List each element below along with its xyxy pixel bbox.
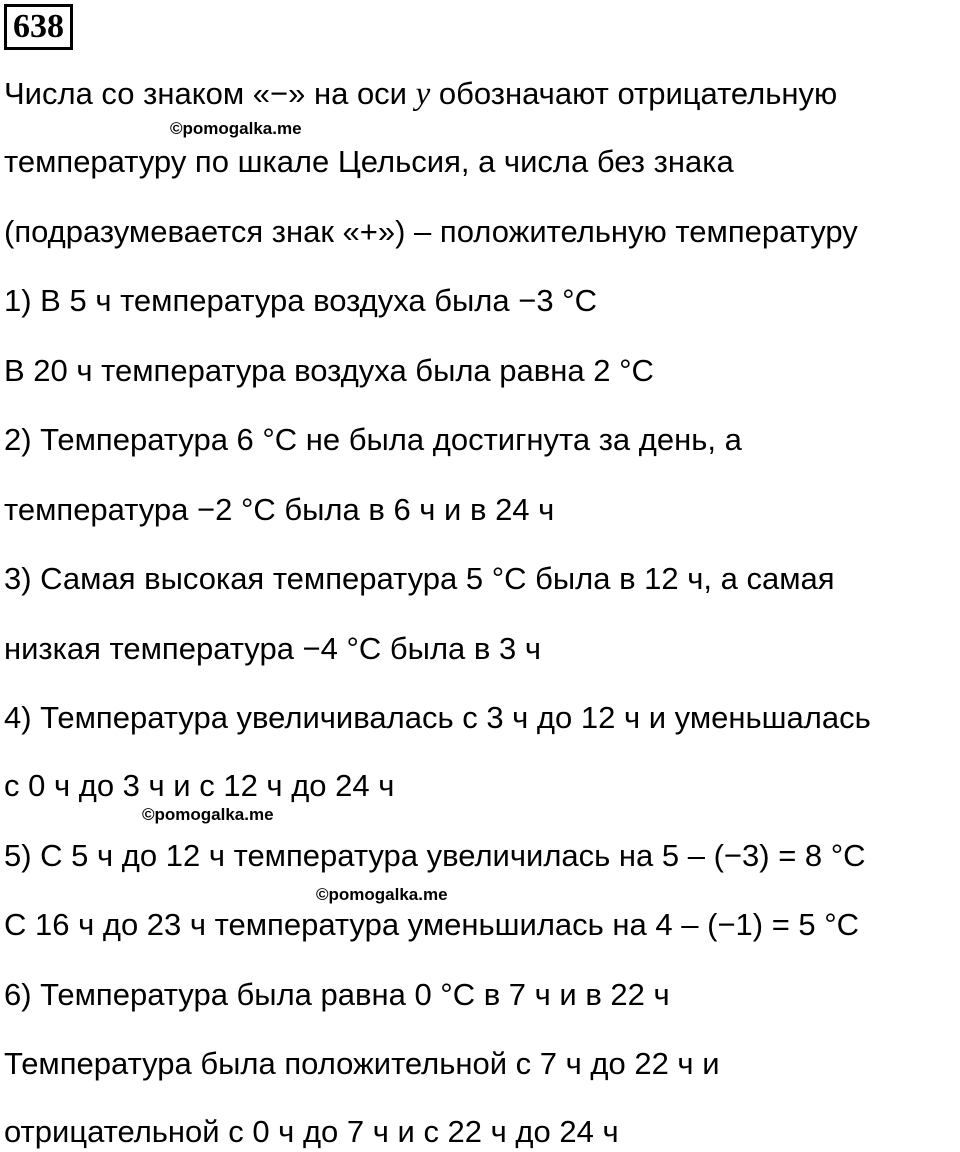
answer-line: низкая температура −4 °C была в 3 ч (4, 631, 541, 666)
answer-line: В 20 ч температура воздуха была равна 2 °C (4, 353, 654, 388)
intro-line-3: (подразумевается знак «+») – положительную температуру (4, 214, 858, 249)
intro-line-1-end: обозначают отрицательную (430, 76, 838, 111)
answer-line: 5) С 5 ч до 12 ч температура увеличилась на 5 – (−3) = 8 °C (4, 838, 866, 873)
answer-line: с 0 ч до 3 ч и с 12 ч до 24 ч (4, 768, 395, 803)
answer-line: 4) Температура увеличивалась с 3 ч до 12 ч и уменьшалась (4, 700, 871, 735)
answer-line: 2) Температура 6 °C не была достигнута за день, а (4, 422, 742, 457)
watermark: ©pomogalka.me (142, 805, 274, 824)
variable-y: y (415, 76, 431, 112)
answer-line: С 16 ч до 23 ч температура уменьшилась на 4 – (−1) = 5 °C (4, 907, 860, 942)
answer-line: 3) Самая высокая температура 5 °C была в 12 ч, а самая (4, 561, 835, 596)
intro-line-2: температуру по шкале Цельсия, а числа без знака (4, 144, 734, 179)
watermark: ©pomogalka.me (170, 119, 302, 138)
answer-line: 6) Температура была равна 0 °C в 7 ч и в 22 ч (4, 977, 670, 1012)
problem-number: 638 (4, 4, 73, 50)
intro-line-1-start: Числа со знаком «−» на оси (4, 76, 416, 111)
answer-line: температура −2 °C была в 6 ч и в 24 ч (4, 492, 555, 527)
answer-line: 1) В 5 ч температура воздуха была −3 °C (4, 283, 597, 318)
answer-line: Температура была положительной с 7 ч до 22 ч и (4, 1046, 720, 1081)
intro-line-1 (4, 74, 837, 114)
watermark: ©pomogalka.me (316, 885, 448, 904)
answer-line: отрицательной с 0 ч до 7 ч и с 22 ч до 24 ч (4, 1114, 619, 1149)
